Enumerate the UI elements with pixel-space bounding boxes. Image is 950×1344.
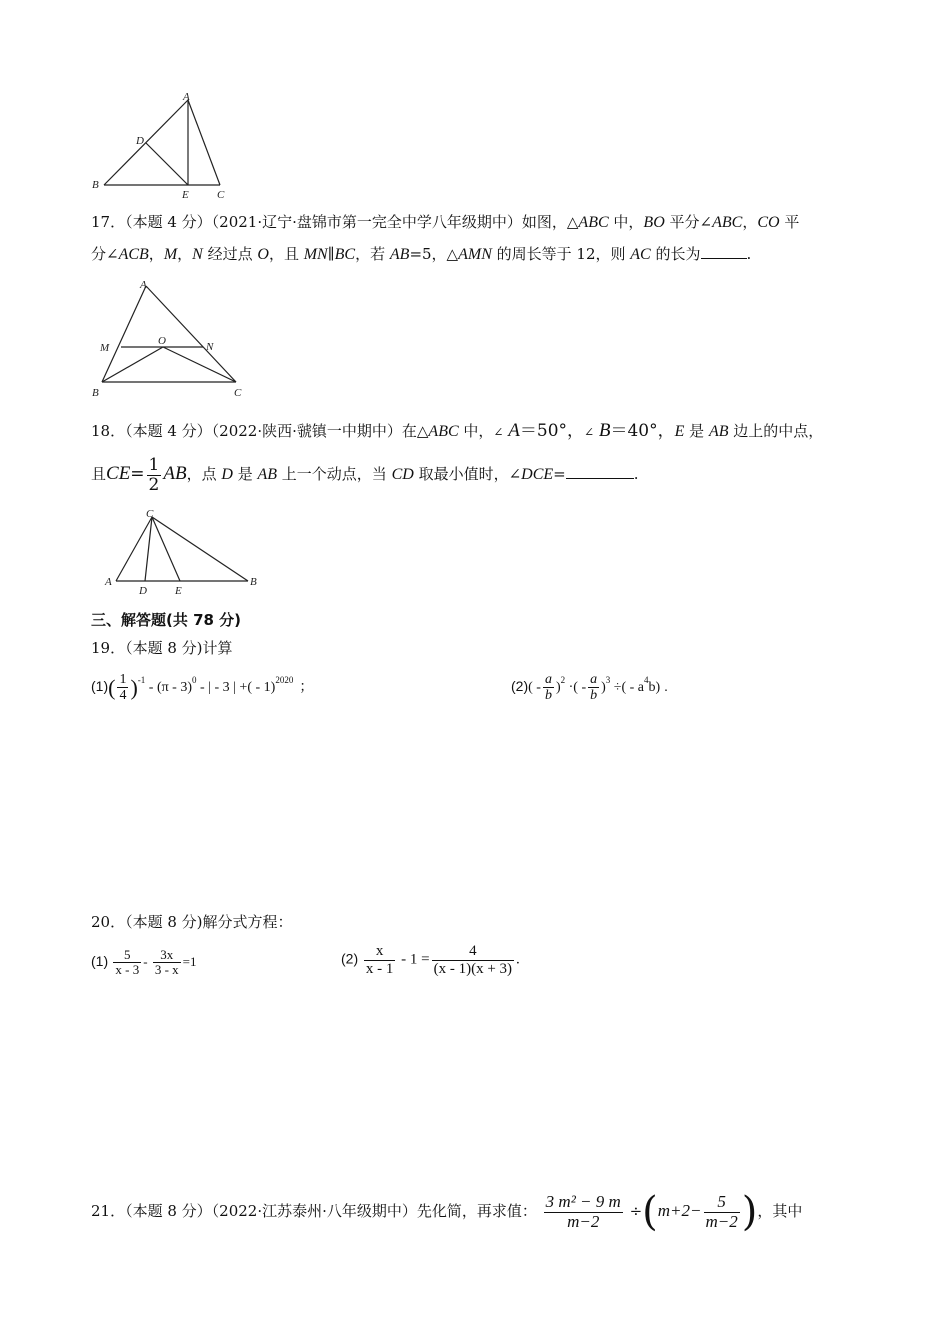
label-m: M [100,342,110,354]
q17-text: 的周长等于 12，则 [491,245,631,263]
answer-blank[interactable] [566,464,634,479]
q17-text: 经过点 [202,245,258,263]
fraction-a-b [543,672,554,704]
frac-den: b [590,688,598,704]
var-d: D [221,466,233,483]
frac-num: 3x [160,947,174,962]
expr-text: b) [648,680,661,696]
q18-text: 取最小值时，∠ [413,465,522,483]
q18-text: 是 [684,422,709,440]
paren: ) [601,680,606,696]
label-e: E [175,585,182,597]
label-d: D [136,135,144,147]
label-c: C [217,189,225,201]
fraction-quarter [117,672,128,704]
frac-den: (x - 1)(x + 3) [433,960,513,977]
expr-text: - 1 = [401,951,430,968]
frac-num: a [590,672,598,687]
section-heading: 三、解答题(共 78 分) [91,611,242,629]
var-abc: ABC [578,214,609,231]
fraction-4 [432,943,514,977]
frac-num: x [375,943,384,959]
q18-text: 且 [91,465,107,483]
equals: = [130,464,145,484]
answer-blank[interactable] [701,244,747,259]
expr-text: - (π - 3) [148,680,192,696]
parallel-symbol: ∥ [327,245,335,263]
label-a: A [105,576,112,588]
var-a: A [508,420,520,441]
segment-de [146,143,188,185]
segment-bo [102,347,163,382]
part-label: (2) [341,950,359,967]
paren: ( [108,674,116,700]
expr-text: . [516,951,520,968]
var-o: O [257,246,269,263]
q17-text: ， [148,245,164,263]
q20-title: 20．（本题 8 分)解分式方程： [91,913,293,931]
q17-text: ， [177,245,193,263]
q17-text: . [746,245,752,263]
frac-num: 5 [124,947,131,962]
q18-text: ＝40°， [610,421,675,441]
expr-text: ； [299,680,314,696]
frac-den: b [544,688,552,704]
q17-line1 [91,211,799,234]
q17-text: 平 [779,213,800,231]
fraction-a-b [588,672,599,704]
var-bc: BC [334,246,356,263]
angle-symbol: ∠ [493,425,504,439]
q21-line [91,1186,802,1236]
fraction-3x [153,948,181,978]
var-ce: CE [106,463,131,484]
q17-text: 17．（本题 4 分）（2021·辽宁·盘锦市第一完全中学八年级期中）如图，△ [91,213,579,231]
var-m: M [163,246,178,263]
q17-text: 中， [608,213,644,231]
q17-text: 的长为 [650,245,701,263]
q18-text: 上一个动点，当 [277,465,392,483]
q20-part1 [91,948,197,978]
segment-ab [102,286,146,382]
fraction-x [364,943,396,977]
frac-den: x - 1 [365,960,394,977]
frac-num: 1 [119,672,127,687]
q18-text: ＝50°， [519,421,585,441]
q17-text: ，若 [355,245,390,263]
label-a: A [183,91,190,103]
q18-text: 边上的中点， [728,422,824,440]
q17-text: 分∠ [91,245,119,263]
frac-den: x - 3 [115,962,140,978]
var-ab: AB [257,466,278,483]
frac-num: 3 m² − 9 m [545,1191,621,1211]
paren-right: ) [741,1189,758,1235]
paren: ( - [528,680,541,696]
part-label: (2) [511,678,529,695]
label-c: C [234,387,242,399]
var-b: B [598,420,611,441]
var-abc: ABC [712,214,743,231]
label-b: B [92,387,99,399]
expr-text: =1 [182,953,197,969]
q18-text: 18．（本题 4 分）（2022·陕西·虢镇一中期中）在△ [91,422,429,440]
var-n: N [192,246,203,263]
q19-part1 [91,672,313,704]
frac-den: m−2 [705,1211,738,1231]
segment-ac [188,100,220,185]
q20-part2 [341,943,520,977]
fraction-5 [704,1193,740,1231]
frac-num: 1 [148,454,160,475]
fraction-main [544,1193,623,1231]
exponent: 4 [644,675,649,686]
figure-triangle-ade [88,90,248,202]
q19-part2 [511,672,668,704]
fraction-half [147,456,162,494]
paren: ) [555,680,561,696]
exponent: 2020 [275,675,294,686]
frac-num: 4 [469,943,477,959]
q17-text: =5，△ [409,245,459,263]
var-co: CO [757,214,780,231]
label-o: O [158,335,166,347]
part-label: (1) [91,952,109,969]
frac-den: m−2 [544,1212,623,1232]
var-mn: MN [303,246,328,263]
var-bo: BO [643,214,665,231]
q17-text: ， [742,213,758,231]
var-ab: AB [163,463,187,484]
q18-line2 [91,452,639,497]
dot-operator: ·( - [568,680,587,696]
figure-triangle-mon [88,278,258,402]
frac-den: 2 [148,474,160,495]
q18-text: 是 [232,465,258,483]
q18-text: . [633,465,639,483]
label-b: B [250,576,257,588]
exponent: 3 [605,675,611,686]
label-e: E [182,189,189,201]
var-ab: AB [708,423,729,440]
frac-num: a [544,672,552,687]
expr-text: - | - 3 | +( - 1) [200,680,276,696]
q18-line1 [91,420,823,443]
part-label: (1) [91,678,109,695]
var-dce: DCE [521,466,554,483]
frac-num: 5 [717,1191,726,1211]
q21-text: 21．（本题 8 分）（2022·江苏泰州·八年级期中）先化简，再求值： [91,1202,537,1220]
q17-line2 [91,243,751,266]
label-n: N [206,341,214,353]
q18-text: ，点 [186,465,222,483]
var-abc: ABC [428,423,459,440]
figure-triangle-dce [100,505,270,597]
segment-co [163,347,236,382]
frac-den: 3 - x [154,962,179,978]
var-ab: AB [389,246,410,263]
q21-text: ，其中 [757,1202,803,1220]
expr-text: . [664,680,668,696]
var-amn: AMN [458,246,492,263]
exponent: 0 [192,675,197,686]
q17-text: 平分∠ [664,213,713,231]
var-e: E [674,423,685,440]
expr-text: m+2− [657,1201,702,1220]
exponent: -1 [137,675,146,686]
label-d: D [139,585,147,597]
angle-symbol: ∠ [584,425,595,439]
frac-den: 4 [119,688,127,704]
expr-text: ÷( - a [613,680,645,696]
var-acb: ACB [118,246,149,263]
label-c: C [146,508,154,520]
minus: - [143,953,148,969]
segment-ac [146,286,236,382]
q18-text: 中， [458,422,494,440]
label-a: A [140,279,147,291]
q18-text: = [553,465,566,483]
divide-symbol: ÷ [629,1202,643,1220]
paren: ) [130,674,138,700]
q17-text: ，且 [268,245,304,263]
paren-left: ( [642,1189,658,1235]
var-ac: AC [630,246,651,263]
exponent: 2 [560,675,566,686]
fraction-5 [113,948,141,978]
q19-title: 19．（本题 8 分)计算 [91,639,233,657]
label-b: B [92,179,99,191]
var-cd: CD [391,466,414,483]
